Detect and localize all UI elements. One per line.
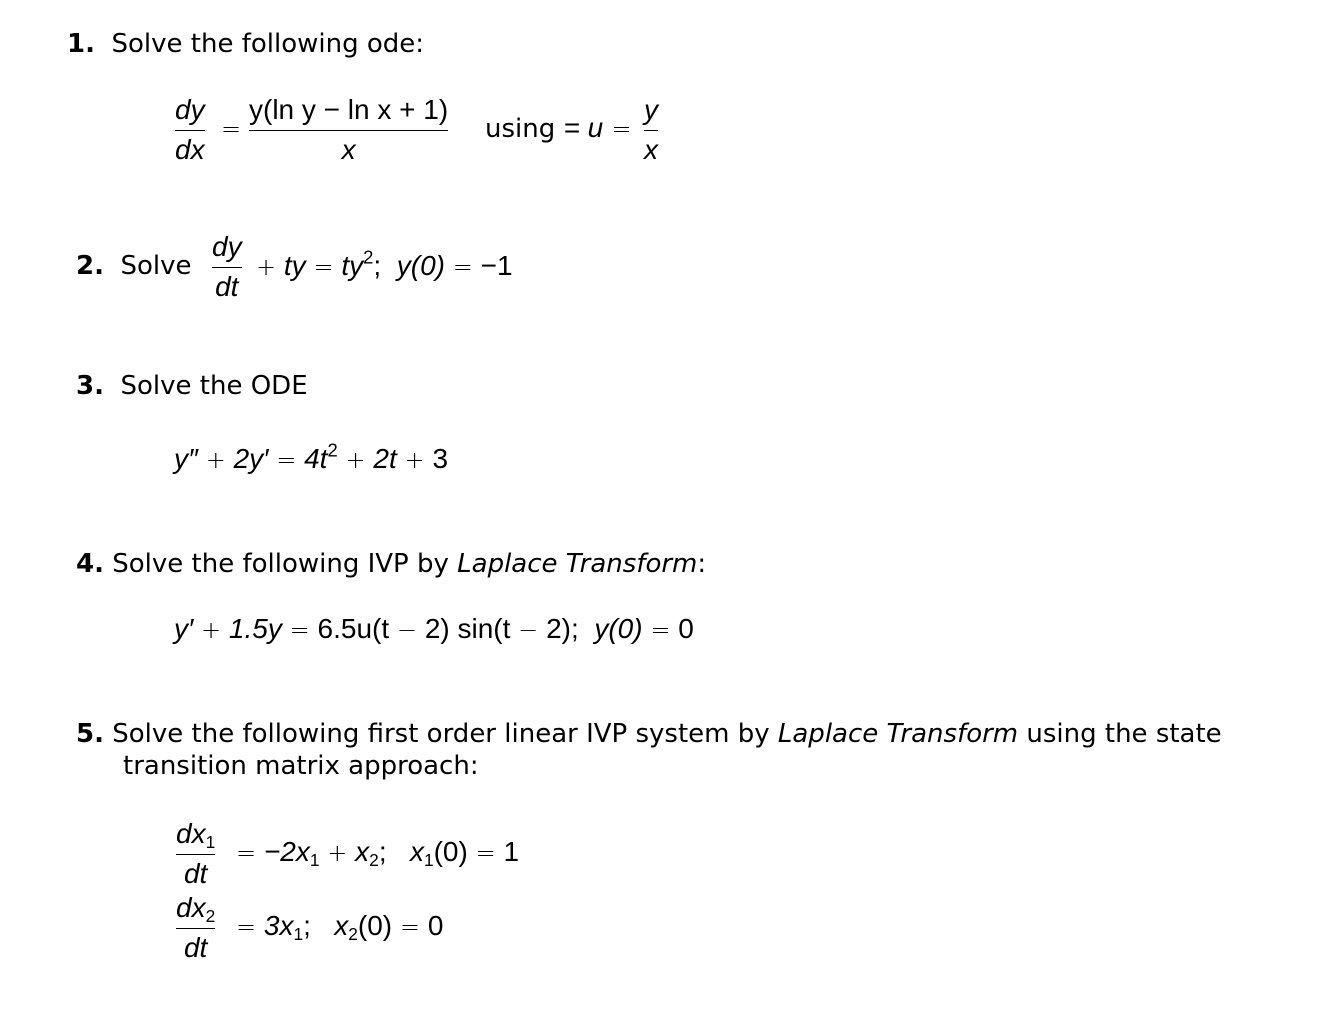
term-coef: 1.5y <box>228 613 282 644</box>
equation-4 <box>174 615 694 643</box>
equals-sign: = <box>313 253 334 281</box>
term-ty: ty <box>283 250 306 281</box>
problem-text-end: : <box>697 549 707 579</box>
numerator <box>176 892 216 926</box>
fraction-dx2-dt <box>176 894 215 962</box>
subscript: 2 <box>205 905 216 926</box>
plus-sign: + <box>201 616 222 644</box>
fraction-bar <box>249 130 448 131</box>
equation-5b-rest <box>236 910 444 944</box>
problem-text: Solve the following ode: <box>111 29 425 59</box>
equation-3 <box>174 439 449 474</box>
num-text: dx <box>176 892 206 923</box>
equals-sign: = <box>289 616 310 644</box>
ic-arg: (0) <box>433 836 468 867</box>
problem-5-line2: transition matrix approach: <box>123 751 479 781</box>
initial-condition: y(0) <box>396 250 445 281</box>
problem-text: Solve <box>120 251 192 281</box>
subscript: 1 <box>205 831 216 852</box>
minus-sign: − <box>518 616 539 644</box>
using-label: using <box>485 114 556 144</box>
problem-number: 5. <box>76 719 104 749</box>
denominator: dt <box>215 271 239 302</box>
numerator: dy <box>175 94 205 125</box>
fraction-bar <box>176 854 215 855</box>
ic-var: x <box>334 910 349 941</box>
denominator: x <box>644 134 658 165</box>
term-a: −2x <box>263 836 310 867</box>
problem-number: 3. <box>76 371 104 401</box>
problem-5-header <box>76 721 1222 747</box>
problem-number: 4. <box>76 549 104 579</box>
semicolon: ; <box>373 250 382 281</box>
fraction-bar <box>644 130 658 131</box>
fraction-dy-dx <box>175 96 205 164</box>
equals-sign: = <box>611 115 632 143</box>
rhs-part-2: 2) sin(t <box>424 613 511 644</box>
equation-5a-rest <box>236 836 520 870</box>
ic-var: x <box>409 836 424 867</box>
problem-text-end: using the state <box>1018 719 1222 749</box>
initial-value: −1 <box>480 250 513 281</box>
ic-arg: (0) <box>357 910 393 941</box>
term-2t: 2t <box>373 443 397 474</box>
term-yp: y′ <box>174 613 194 644</box>
equals-sign: = <box>276 446 297 474</box>
initial-value: 0 <box>427 910 444 941</box>
problem-text-italic: Laplace Transform <box>457 549 698 579</box>
fraction-bar <box>175 130 205 131</box>
exponent: 2 <box>327 439 338 461</box>
plus-sign: + <box>256 253 277 281</box>
plus-sign: + <box>345 446 366 474</box>
subscript: 1 <box>423 849 434 870</box>
numerator <box>176 818 216 852</box>
denominator: dt <box>183 858 208 889</box>
subscript: 1 <box>293 923 304 944</box>
fraction-y-x <box>644 96 658 164</box>
problem-text-italic: Laplace Transform <box>777 719 1019 749</box>
term-2yp: 2y′ <box>233 443 269 474</box>
rhs-part-3: 2); <box>546 613 579 644</box>
numerator: y(ln y − ln x + 1) <box>249 94 449 125</box>
term-b: x <box>355 836 370 867</box>
u-substitution: = u <box>563 112 604 143</box>
numerator: y <box>644 94 658 125</box>
exponent: 2 <box>363 246 374 268</box>
problem-text: Solve the following first order linear IVP system by <box>112 719 778 749</box>
denominator: dx <box>175 134 205 165</box>
equals-sign: = <box>475 839 496 867</box>
term-ypp: y″ <box>174 443 198 474</box>
plus-sign: + <box>404 446 425 474</box>
fraction-dy-dt <box>212 233 242 301</box>
problem-4-header <box>76 551 706 577</box>
numerator: dy <box>212 231 242 262</box>
equals-sign: = <box>236 913 257 941</box>
fraction-bar <box>212 267 242 268</box>
fraction-dx1-dt <box>176 820 215 888</box>
problem-number: 2. <box>76 251 104 281</box>
using-text <box>485 114 632 142</box>
denominator: x <box>341 134 356 165</box>
subscript: 1 <box>309 849 320 870</box>
num-text: dx <box>176 818 206 849</box>
rhs-part-1: 6.5u(t <box>317 613 390 644</box>
semicolon: ; <box>378 836 387 867</box>
equals-sign: = <box>399 913 421 941</box>
equation-2-rest <box>256 246 513 281</box>
constant: 3 <box>432 443 449 474</box>
equals-sign: = <box>650 616 671 644</box>
initial-condition: y(0) <box>594 613 643 644</box>
minus-sign: − <box>396 616 418 644</box>
problem-number: 1. <box>67 29 95 59</box>
plus-sign: + <box>205 446 226 474</box>
equals-sign: = <box>221 115 242 143</box>
fraction-bar <box>176 928 215 929</box>
problem-2-header <box>76 253 192 279</box>
term-ty2: ty <box>341 250 364 281</box>
denominator: dt <box>183 932 208 963</box>
term-4t: 4t <box>304 443 328 474</box>
subscript: 2 <box>348 923 358 944</box>
subscript: 2 <box>369 849 379 870</box>
plus-sign: + <box>327 839 348 867</box>
initial-value: 0 <box>678 613 694 644</box>
term-a: 3x <box>263 910 294 941</box>
problem-text: Solve the following IVP by <box>112 549 458 579</box>
semicolon: ; <box>303 910 311 941</box>
equals-sign: = <box>452 253 473 281</box>
problem-text: Solve the ODE <box>120 371 308 401</box>
fraction-rhs <box>249 96 448 164</box>
equals-sign: = <box>236 839 257 867</box>
problem-3-header <box>76 373 308 399</box>
problem-1-header <box>67 31 424 57</box>
initial-value: 1 <box>503 836 520 867</box>
